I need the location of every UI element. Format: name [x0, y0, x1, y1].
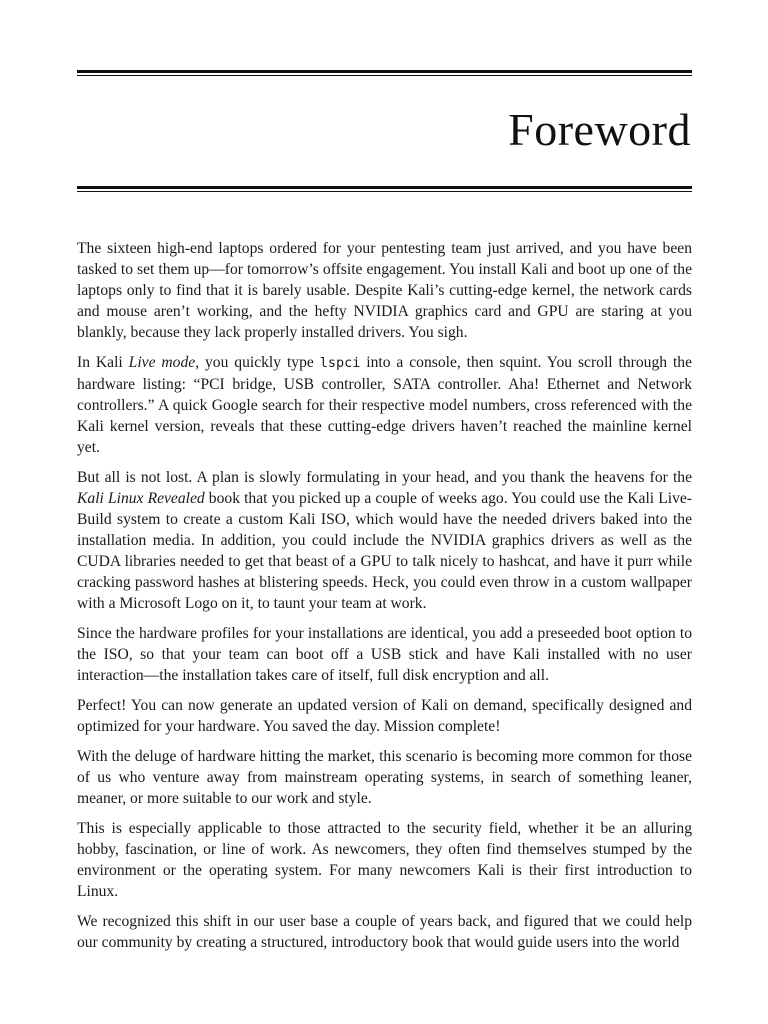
bottom-rule [77, 186, 692, 192]
paragraph-2-text-c: , you quickly type [195, 354, 320, 371]
paragraph-3 [77, 467, 692, 614]
paragraph-6: With the deluge of hardware hitting the market, this scenario is becoming more common for those of us who venture away from mainstream operating systems, in search of something leaner, meaner, or more suitable to our work and style. [77, 748, 692, 807]
paragraph-2-text-a: In Kali [77, 354, 129, 371]
book-title-reference: Kali Linux Revealed [77, 490, 205, 507]
body-text [77, 238, 692, 998]
paragraph-5: Perfect! You can now generate an updated version of Kali on demand, specifically designed and optimized for your hardware. You saved the day. Mission complete! [77, 697, 692, 735]
paragraph-1: The sixteen high-end laptops ordered for your pentesting team just arrived, and you have been tasked to set them up—for tomorrow’s offsite engagement. You install Kali and boot up one of the laptops only to find that it is barely usable. Despite Kali’s cutting-edge kernel, the network cards and mouse aren’t working, and the hefty NVIDIA graphics card and GPU are staring at you blankly, because they lack properly installed drivers. You sigh. [77, 240, 692, 341]
top-rule [77, 70, 692, 76]
chapter-title: Foreword [508, 104, 691, 155]
live-mode-term: Live mode [128, 354, 196, 371]
paragraph-8: We recognized this shift in our user base a couple of years back, and figured that we could help our community by creating a structured, introductory book that would guide users into the world [77, 913, 692, 951]
paragraph-7: This is especially applicable to those attracted to the security field, whether it be an alluring hobby, fascination, or line of work. As newcomers, they often find themselves stumped by the environment or the operating system. For many newcomers Kali is their first introduction to Linux. [77, 820, 692, 900]
lspci-command: lspci [319, 355, 361, 371]
paragraph-4: Since the hardware profiles for your installations are identical, you add a preseeded boot option to the ISO, so that your team can boot off a USB stick and have Kali installed with no user interaction—the installation takes care of itself, full disk encryption and all. [77, 625, 692, 684]
paragraph-2 [77, 352, 692, 458]
paragraph-2-text-e: into a console, then squint. You scroll through the hardware listing: “PCI bridge, USB controller, SATA controller. Aha! Ethernet and Network controllers.” A quick Google search for their respective model numbers, cross referenced with the Kali kernel version, reveals that these cutting-edge drivers haven’t reached the mainline kernel yet. [77, 354, 692, 456]
paragraph-3-text-c: book that you picked up a couple of weeks ago. You could use the Kali Live-Build system to create a custom Kali ISO, which would have the needed drivers baked into the installation media. In addition, you could include the NVIDIA graphics drivers as well as the CUDA libraries needed to get that beast of a GPU to talk nicely to hashcat, and have it purr while cracking password hashes at blistering speeds. Heck, you could even throw in a custom wallpaper with a Microsoft Logo on it, to taunt your team at work. [77, 490, 692, 612]
paragraph-3-text-a: But all is not lost. A plan is slowly formulating in your head, and you thank the heavens for the [77, 469, 692, 486]
